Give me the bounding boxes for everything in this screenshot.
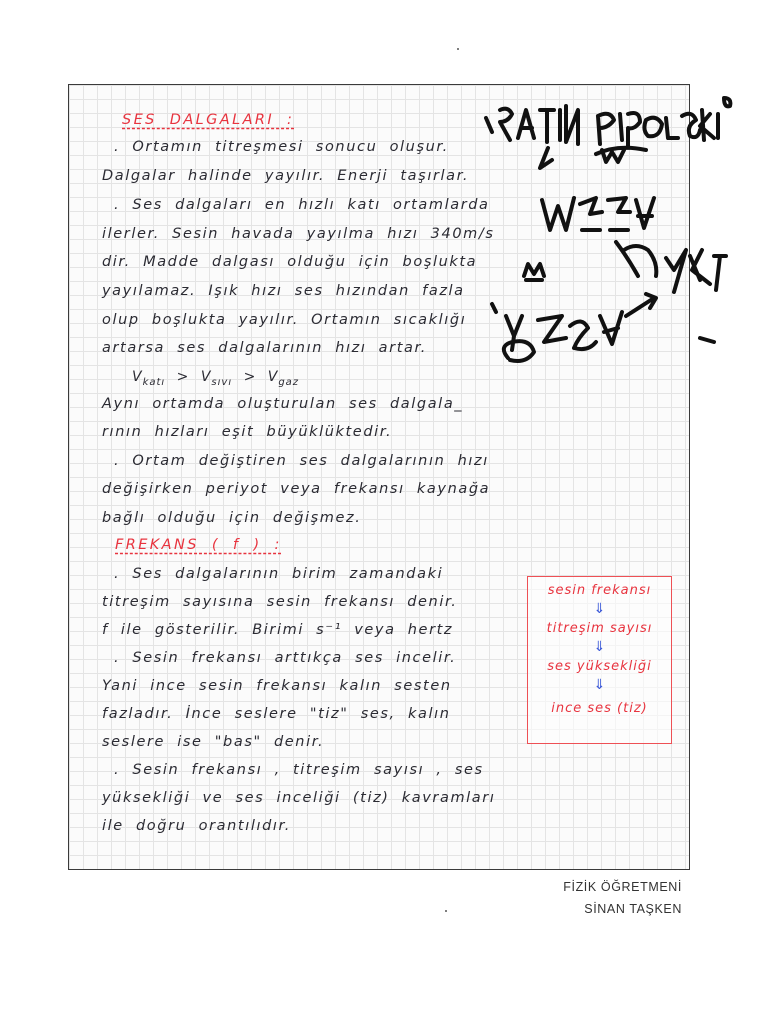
note-line: titreşim sayısına sesin frekansı denir.	[102, 594, 458, 610]
note-line: . Ses dalgalarının birim zamandaki	[114, 566, 444, 582]
note-line: dir. Madde dalgası olduğu için boşlukta	[102, 254, 478, 270]
footer-author: SİNAN TAŞKEN	[584, 902, 682, 916]
note-line: seslere ise "bas" denir.	[102, 734, 325, 750]
down-double-arrow-icon: ⇓	[593, 639, 606, 655]
speed-v-gas: V	[267, 369, 279, 385]
note-line: . Ortam değiştiren ses dalgalarının hızı	[114, 453, 489, 469]
note-line: . Sesin frekansı , titreşim sayısı , ses	[114, 762, 484, 778]
note-line: yüksekliği ve ses inceliği (tiz) kavramları	[102, 790, 496, 806]
note-line: değişirken periyot veya frekansı kaynağa	[102, 481, 491, 497]
speed-formula	[132, 369, 299, 388]
note-line: rının hızları eşit büyüklüktedir.	[102, 424, 393, 440]
speed-sub-gas: gaz	[278, 376, 300, 388]
note-line: artarsa ses dalgalarının hızı artar.	[102, 340, 427, 356]
note-line: fazladır. İnce seslere "tiz" ses, kalın	[102, 706, 451, 722]
greater-than-symbol: >	[243, 369, 257, 385]
note-line: ile doğru orantılıdır.	[102, 818, 291, 834]
down-double-arrow-icon: ⇓	[593, 601, 606, 617]
note-line: Yani ince sesin frekansı kalın sesten	[102, 678, 452, 694]
scan-speck	[457, 48, 459, 50]
note-line: f ile gösterilir. Birimi s⁻¹ veya hertz	[102, 622, 454, 638]
greater-than-symbol: >	[176, 369, 190, 385]
speed-sub-liquid: sıvı	[211, 376, 233, 388]
box-item-frequency: sesin frekansı	[547, 583, 652, 598]
box-item-pitch: ses yüksekliği	[547, 659, 652, 674]
box-item-treble: ince ses (tiz)	[551, 701, 648, 716]
note-line: yayılamaz. Işık hızı ses hızından fazla	[102, 283, 465, 299]
scan-speck	[445, 910, 447, 912]
note-line: . Ses dalgaları en hızlı katı ortamlarda	[114, 197, 490, 213]
note-line: olup boşlukta yayılır. Ortamın sıcaklığı	[102, 312, 467, 328]
heading-frekans: FREKANS ( f ) :	[115, 537, 282, 553]
speed-sub-solid: katı	[142, 376, 166, 388]
note-line: bağlı olduğu için değişmez.	[102, 510, 362, 526]
note-line: Dalgalar halinde yayılır. Enerji taşırlar.	[102, 168, 470, 184]
note-line: ilerler. Sesin havada yayılma hızı 340m/s	[102, 226, 495, 242]
note-line: . Sesin frekansı arttıkça ses incelir.	[114, 650, 457, 666]
speed-v-liquid: V	[200, 369, 212, 385]
box-item-vibration: titreşim sayısı	[546, 621, 653, 636]
heading-ses-dalgalari: SES DALGALARI :	[122, 112, 295, 128]
footer-title: FİZİK ÖĞRETMENİ	[563, 880, 682, 894]
speed-v-solid: V	[132, 369, 143, 385]
down-double-arrow-icon: ⇓	[593, 677, 606, 693]
frequency-summary-box	[527, 576, 672, 744]
note-line: . Ortamın titreşmesi sonucu oluşur.	[114, 139, 449, 155]
note-line: Aynı ortamda oluşturulan ses dalgala_	[102, 396, 464, 412]
graffiti-signature-icon	[478, 80, 738, 380]
